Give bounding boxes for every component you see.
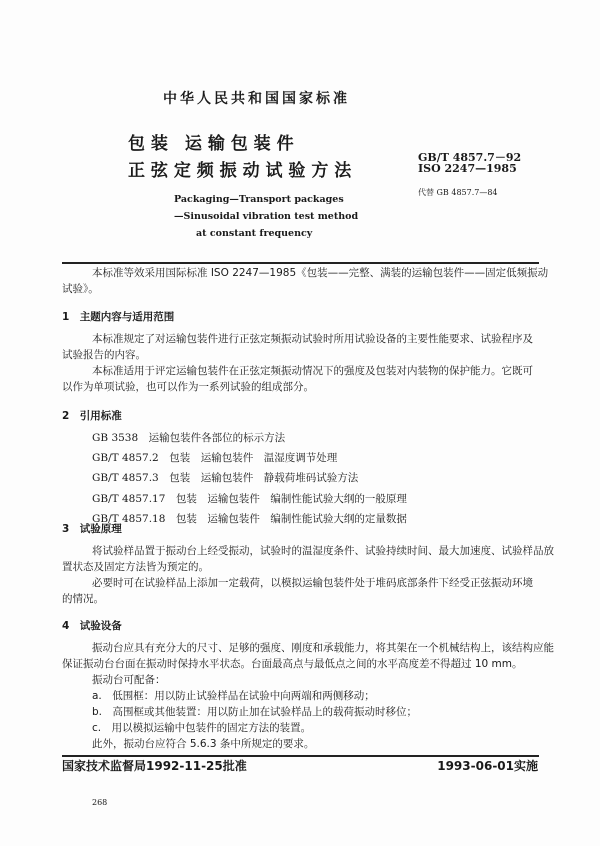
effective-date: 1993-06-01实施 [437, 759, 538, 773]
reference-item: GB 3538 运输包装件各部位的标示方法 [92, 432, 286, 444]
english-title-1: Packaging—Transport packages [174, 194, 344, 205]
body-line: 本标准适用于评定运输包装件在正弦定频振动情况下的强度及包装对内装物的保护能力。它既可 [92, 365, 533, 377]
body-line: 置状态及固定方法皆为预定的。 [62, 561, 209, 573]
list-item: a. 低围框：用以防止试验样品在试验中向两端和两侧移动； [92, 690, 375, 702]
body-line: 保证振动台台面在振动时保持水平状态。台面最高点与最低点之间的水平高度差不得超过 10 mm。 [62, 658, 523, 670]
reference-item: GB/T 4857.2 包装 运输包装件 温湿度调节处理 [92, 452, 338, 464]
body-line: 将试验样品置于振动台上经受振动，试验时的温湿度条件、试验持续时间、最大加速度、试验样品放 [92, 545, 554, 557]
body-line: 必要时可在试验样品上添加一定载荷，以模拟运输包装件处于堆码底部条件下经受正弦振动环境 [92, 577, 533, 589]
page-number: 268 [92, 798, 108, 807]
reference-item: GB/T 4857.18 包装 运输包装件 编制性能试验大纲的定量数据 [92, 513, 407, 525]
section-heading: 3 试验原理 [62, 523, 122, 535]
bottom-rule [62, 755, 539, 757]
body-line: 本标准规定了对运输包装件进行正弦定频振动试验时所用试验设备的主要性能要求、试验程序及 [92, 333, 533, 345]
standard-code: GB/T 4857.7－92 [418, 151, 522, 164]
body-line: 以作为单项试验，也可以作为一系列试验的组成部分。 [62, 381, 314, 393]
iso-code: ISO 2247—1985 [418, 162, 517, 175]
reference-item: GB/T 4857.3 包装 运输包装件 静载荷堆码试验方法 [92, 472, 359, 484]
body-line: 此外，振动台应符合 5.6.3 条中所规定的要求。 [92, 738, 315, 750]
body-line: 振动台可配备： [92, 674, 166, 686]
list-item: c. 用以模拟运输中包装件的固定方法的装置。 [92, 722, 312, 734]
intro-line: 本标准等效采用国际标准 ISO 2247—1985《包装——完整、满装的运输包装件——固定低频振动 [92, 267, 549, 279]
replaces-note: 代替 GB 4857.7—84 [418, 188, 498, 197]
body-line: 的情况。 [62, 593, 104, 605]
list-item: b. 高围框或其他装置：用以防止加在试验样品上的载荷振动时移位； [92, 706, 418, 718]
approval-date: 国家技术监督局1992-11-25批准 [62, 759, 247, 773]
reference-item: GB/T 4857.17 包装 运输包装件 编制性能试验大纲的一般原理 [92, 493, 407, 505]
section-heading: 2 引用标准 [62, 410, 122, 422]
body-line: 试验报告的内容。 [62, 349, 146, 361]
national-standard-heading: 中华人民共和国国家标准 [163, 91, 350, 107]
section-heading: 4 试验设备 [62, 620, 122, 632]
english-title-3: at constant frequency [196, 228, 313, 239]
title-line-1: 包 装 运 输 包 装 件 [128, 134, 294, 154]
top-rule [62, 262, 539, 264]
english-title-2: —Sinusoidal vibration test method [174, 211, 359, 222]
intro-line: 试验》。 [62, 283, 99, 295]
title-line-2: 正 弦 定 频 振 动 试 验 方 法 [128, 161, 352, 181]
section-heading: 1 主题内容与适用范围 [62, 311, 175, 323]
body-line: 振动台应具有充分大的尺寸、足够的强度、刚度和承载能力，将其架在一个机械结构上，该结构应能 [92, 642, 554, 654]
